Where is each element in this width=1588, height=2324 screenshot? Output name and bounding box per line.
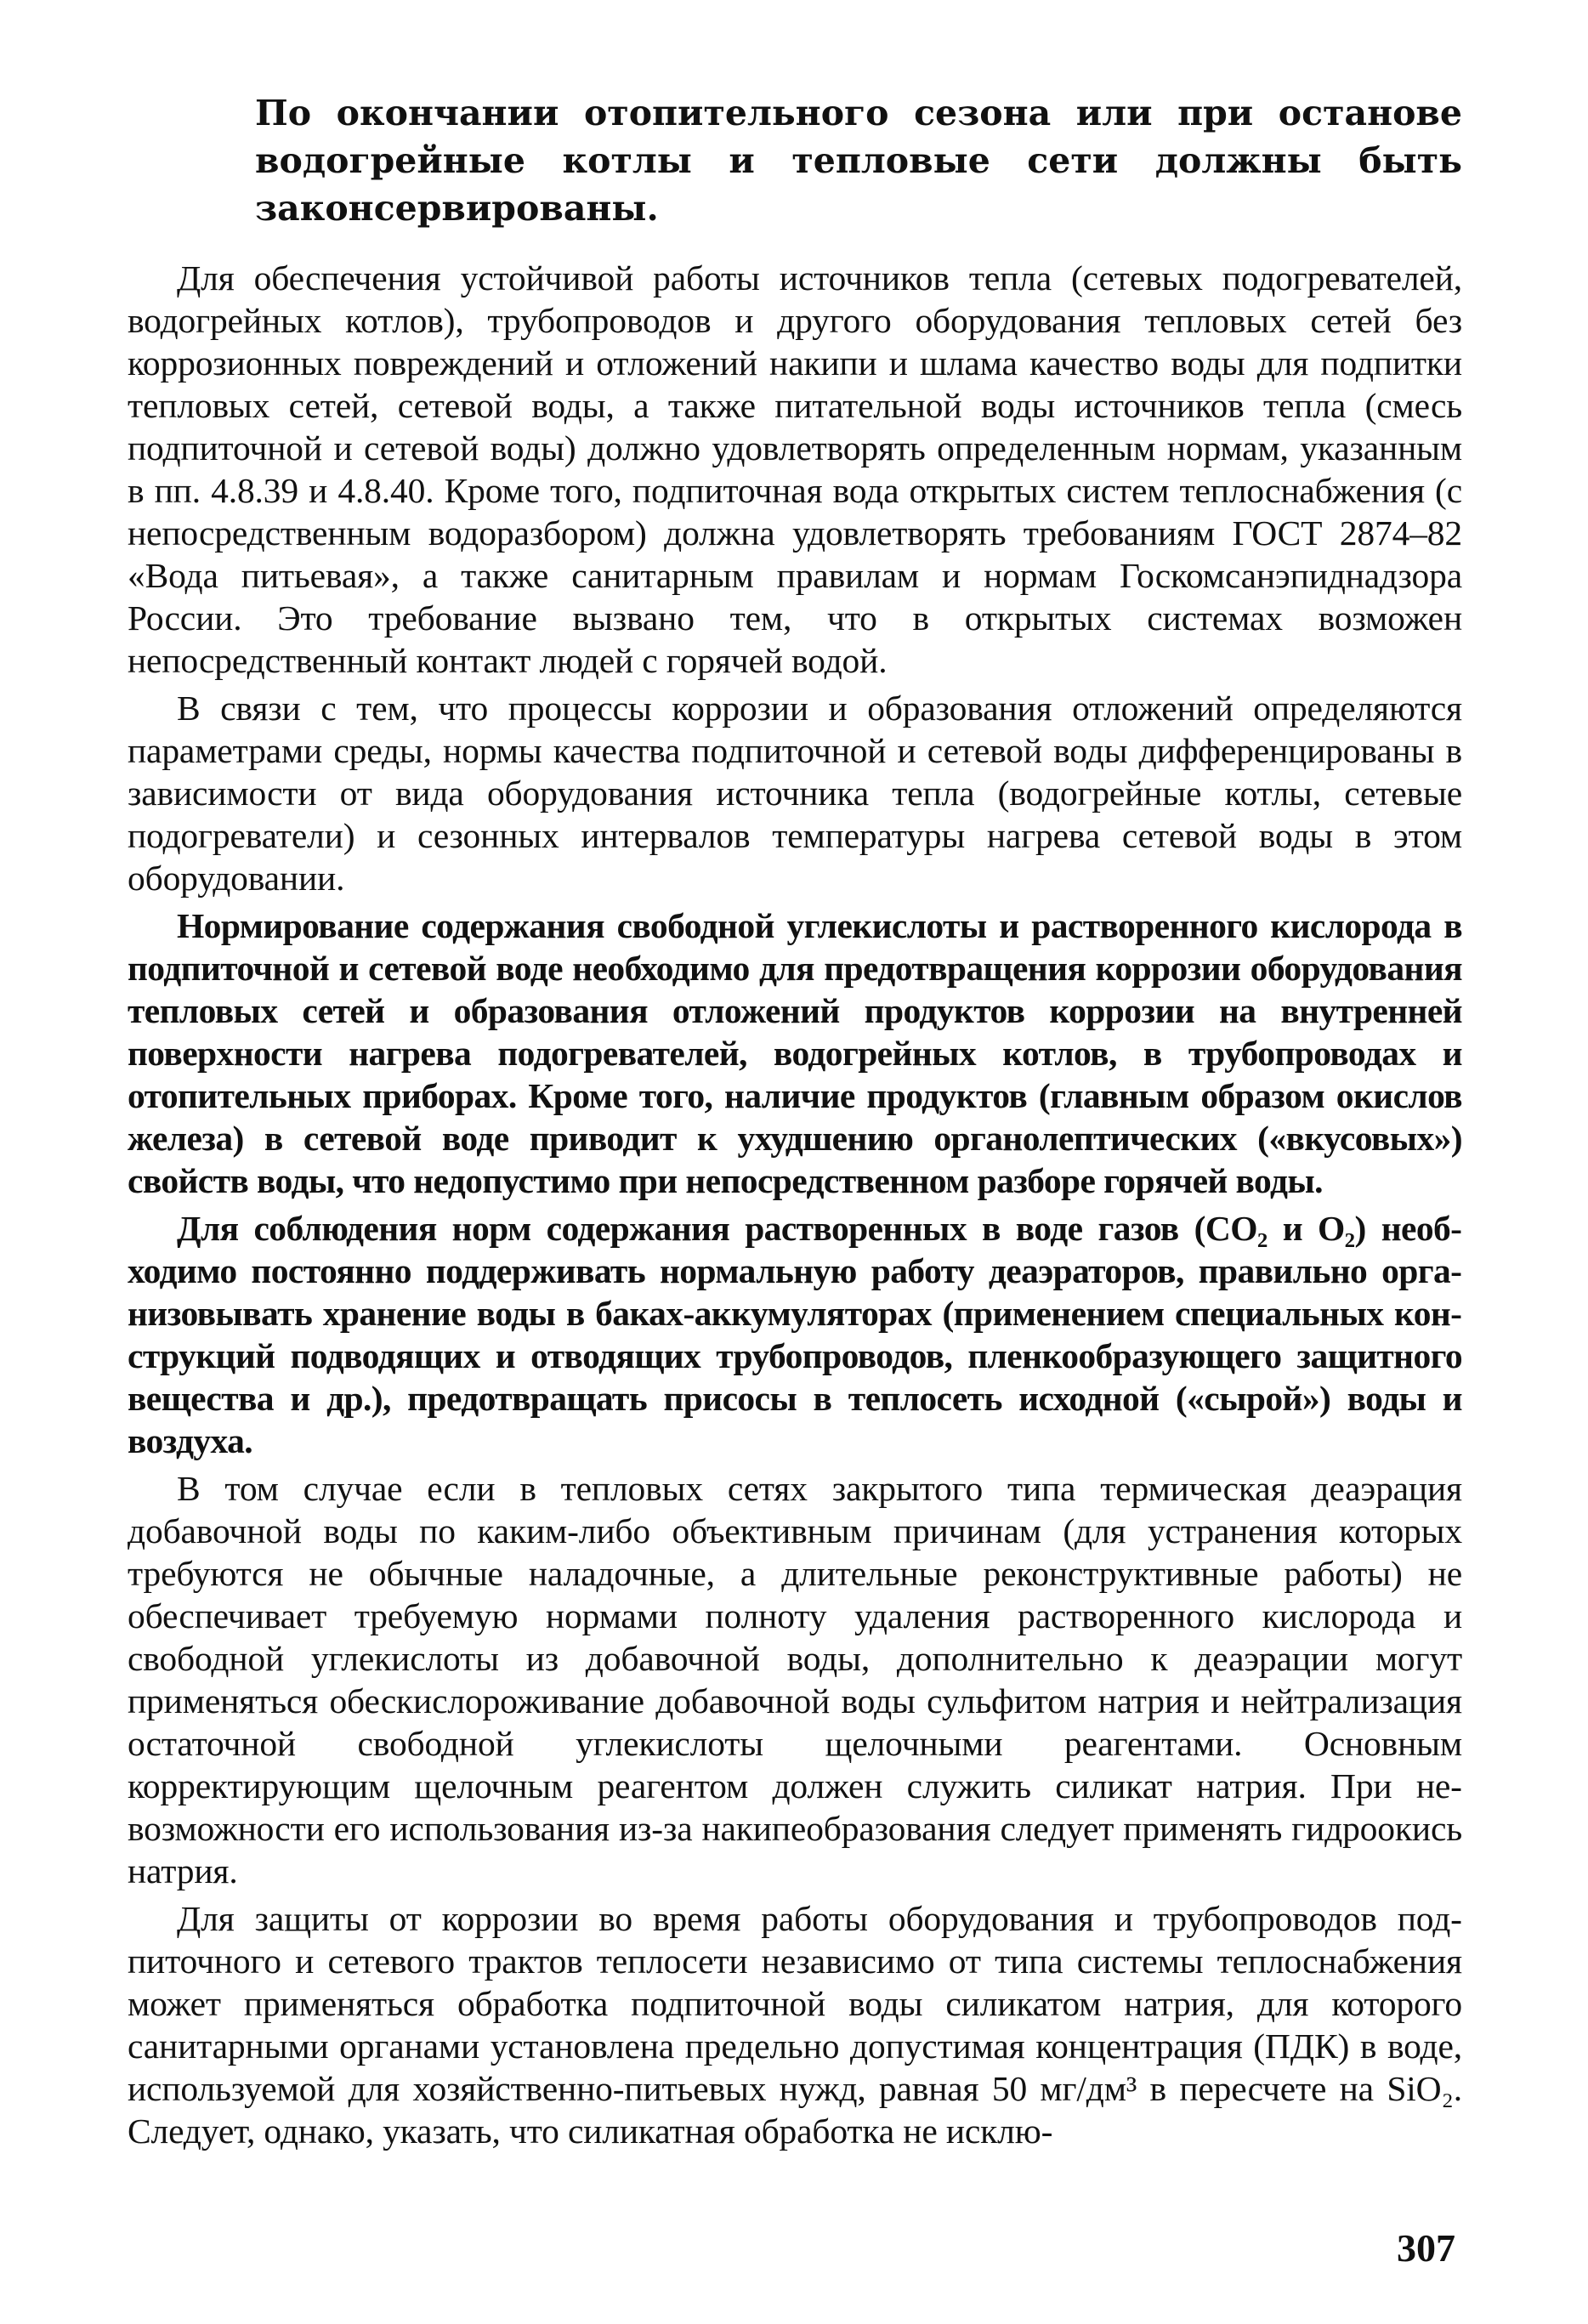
paragraph-dissolved-gases: Для соблюдения норм содержания растворенных в воде газов (CO₂ и O₂) необходимо постоянно поддерживать нормальную работу деаэраторов, правильно организовывать хранение воды в баках-аккумуляторах (применением специальных конструкций подводящих и отводящих трубопроводов, пленкообразующего защитного вещества и др.), предотвращать присосы в теплосеть исходной («сырой») воды и воздуха. xyxy=(128,1209,1462,1460)
paragraph-water-quality: Для обеспечения устойчивой работы источников тепла (сетевых подогревателей, водогрейных котлов), трубопроводов и другого оборудования тепловых сетей без коррозионных повреждений и отложений накипи и шлама качество воды для подпитки тепловых сетей, сетевой воды, а также питательной воды источников тепла (смесь подпиточной и сетевой воды) должно удовлетворять определенным нормам, указанным в пп. 4.8.39 и 4.8.40. Кроме того, подпиточная вода открытых систем теплоснабжения (с непосредственным водоразбором) должна удовлетворять требованиям ГОСТ 2874–82 «Вода питьевая», а также санитарным правилам и нормам Госкомсанэпиднадзора России. Это требование вызвано тем, что в открытых системах возможен непосредственный контакт людей с горячей водой. xyxy=(128,258,1462,680)
body-text xyxy=(128,257,1462,2157)
page-number: 307 xyxy=(1397,2226,1455,2270)
paragraph-deaeration: В том случае если в тепловых сетях закрытого типа термическая деаэрация добавочной воды по каким-либо объективным причинам (для устранения которых требуются не обычные наладочные, а длительные реконструктивные работы) не обеспечивает требуемую нормами полноту удаления растворенного кислорода и свободной углекислоты из добавочной воды, дополнительно к деаэрации могут применяться обескислороживание добавочной воды сульфитом натрия и нейтрализация остаточной свободной углекислоты щелочными реагентами. Основным корректирующим щелочным реагентом должен служить силикат натрия. При невозможности его использования из-за накипеобразования следует применять гидроокись натрия. xyxy=(128,1469,1462,1890)
paragraph-co2-o2-norms: Нормирование содержания свободной углекислоты и растворенного кислорода в подпиточной и сетевой воде необходимо для предотвращения коррозии оборудования тепловых сетей и образования отложений продуктов коррозии на внутренней поверхности нагрева подогревателей, водогрейных котлов, в трубопроводах и отопительных приборах. Кроме того, наличие продуктов (главным образом окислов железа) в сетевой воде приводит к ухудшению органолептических («вкусовых») свойств воды, что недопустимо при непосредственном разборе горячей воды. xyxy=(128,906,1462,1200)
paragraph-quality-norms: В связи с тем, что процессы коррозии и образования отложений определяются параметрами среды, нормы качества подпиточной и сетевой воды дифференцированы в зависимости от вида оборудования источника тепла (водогрейные котлы, сетевые подогреватели) и сезонных интервалов температуры нагрева сетевой воды в этом оборудовании. xyxy=(128,689,1462,898)
paragraph-silicate-treatment: Для защиты от коррозии во время работы оборудования и трубопроводов подпиточного и сетевого трактов теплосети независимо от типа системы теплоснабжения может применяться обработка подпиточной воды силикатом натрия, для которого санитарными органами установлена предельно допустимая концентрация (ПДК) в воде, используемой для хозяйственно-питьевых нужд, равная 50 мг/дм³ в пересчете на SiO₂. Следует, однако, указать, что силикатная обработка не исклю- xyxy=(128,1899,1462,2151)
section-heading: По окончании отопительного сезона или при останове водогрейные котлы и тепловые сети должны быть законсервированы. xyxy=(255,93,1462,229)
